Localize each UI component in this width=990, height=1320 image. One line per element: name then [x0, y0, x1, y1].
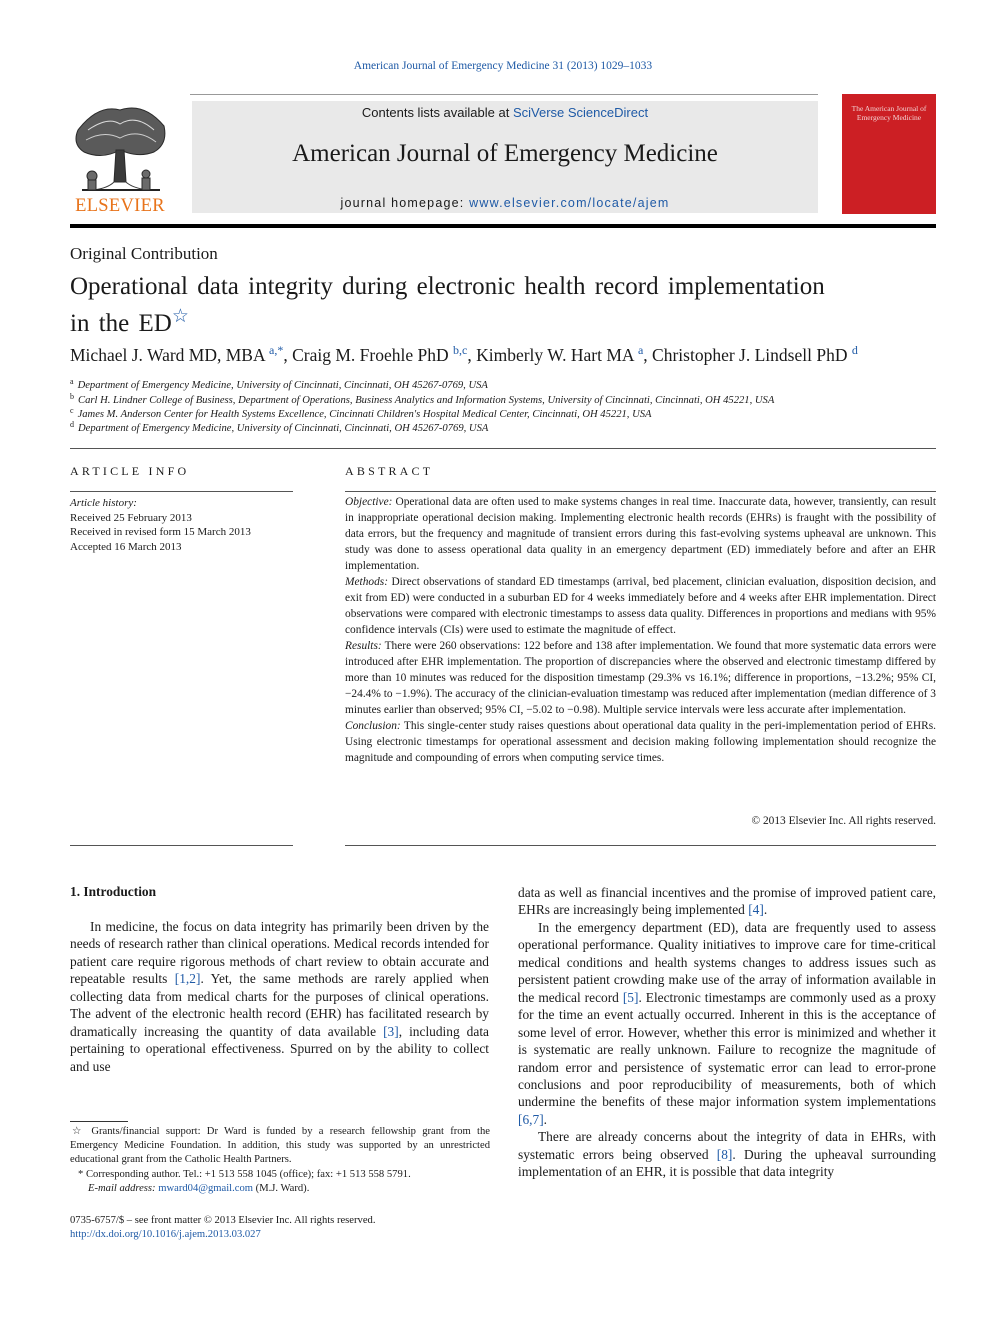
- objective-text: Operational data are often used to make systems changes in real time. Inaccurate data, however, transiently, can result in inappropriate operational decision making. Implementing electronic health records (EHRs) is fraught with the possibility of data errors, but the frequency and magnitude of transient errors during this fast-evolving systems upheaval are unknown. This study was done to assess operational data quality in an emergency department (ED) immediately before and after an EHR implementation.: [345, 496, 936, 572]
- author-name: Kimberly W. Hart MA: [476, 345, 634, 365]
- article-history: [70, 496, 300, 554]
- section-type: Original Contribution: [70, 244, 218, 263]
- publisher-name: ELSEVIER: [75, 196, 165, 216]
- reference-link[interactable]: [8]: [716, 1146, 733, 1162]
- reference-link[interactable]: [4]: [748, 902, 764, 918]
- conclusion-text: This single-center study raises questions about operational data quality in the peri-implementation period of EHRs. Using electronic timestamps for operational assessment and decision making following implementation should recognize the magnitude and compounding of errors when computing service times.: [345, 720, 936, 764]
- revised-date: Received in revised form 15 March 2013: [70, 526, 251, 539]
- grant-footnote: Grants/financial support: Dr Ward is funded by a research fellowship grant from the Emergency Medicine Foundation. In addition, this study was supported by an unrestricted educational grant from the Catholic Health Partners.: [70, 1126, 490, 1166]
- reference-link[interactable]: [3]: [383, 1023, 399, 1039]
- affiliation: $^d$ Department of Emergency Medicine, University of Cincinnati, Cincinnati, OH 45267-0769, USA: [70, 420, 489, 434]
- article-title: [70, 272, 870, 339]
- footnote-rule: [70, 1121, 128, 1122]
- title-line-2: in the ED: [70, 310, 172, 337]
- homepage-prefix: journal homepage:: [340, 196, 465, 210]
- affiliation: $^b$ Carl H. Lindner College of Business, Department of Operations, Business Analytics and Information Systems, University of Cincinnati, Cincinnati, OH 45221, USA: [70, 392, 775, 406]
- results-text: There were 260 observations: 122 before and 138 after implementation. We found that more systematic data errors were introduced after EHR implementation. The proportion of discrepancies where the observed and electronic timestamp differed by more than 10 minutes was reduced for the disposition timestamp (29.3% vs 16.1%; difference in proportions, −13.2%; 95% CI, −24.4% to −1.9%). The accuracy of the clinician-evaluation timestamp was reduced after implementation (median difference of 3 minutes earlier than observed; 95% CI, −5.02 to −0.98). Multiple service intervals were less accurate after implementation.: [345, 640, 936, 716]
- header-thick-rule: [70, 224, 936, 228]
- abstract-heading: ABSTRACT: [345, 464, 434, 478]
- methods-label: Methods:: [345, 576, 389, 588]
- reference-link[interactable]: [1,2]: [174, 971, 201, 987]
- journal-citation[interactable]: American Journal of Emergency Medicine 31 (2013) 1029–1033: [353, 60, 653, 72]
- left-column-text: In medicine, the focus on data integrity has primarily been driven by the needs of research rather than clinical operations. Medical records intended for patient care require rigorous methods of chart review to obtain accurate and repeatable results [1,2]. Yet, the same methods are rarely applied when collecting data from medical charts for the purposes of clinical operations. The advent of the electronic health record (EHR) has facilitated research by dramatically increasing the quantity of data available [3], including data pertaining to operational effectiveness. Spurred on by the ability to collect and use: [70, 919, 489, 1074]
- article-info-rule: [70, 491, 293, 492]
- conclusion-label: Conclusion:: [345, 720, 401, 732]
- objective-label: Objective:: [345, 496, 393, 508]
- section-heading-introduction: 1. Introduction: [70, 884, 157, 899]
- issn-line: 0735-6757/$ – see front matter © 2013 Elsevier Inc. All rights reserved.: [70, 1215, 376, 1226]
- sciencedirect-link[interactable]: SciVerse ScienceDirect: [512, 105, 649, 120]
- results-label: Results:: [345, 640, 382, 652]
- methods-text: Direct observations of standard ED timestamps (arrival, bed placement, clinician evaluation, disposition decision, and exit from ED) were conducted in a suburban ED for 4 weeks immediately before and 4 weeks after EHR implementation. Direct observations were compared with electronic timestamps to assess data quality. Differences in proportions and medians with 95% confidence intervals (CIs) were used to estimate the magnitude of effect.: [345, 576, 936, 636]
- title-line-1: Operational data integrity during electronic health record implementation: [70, 273, 825, 300]
- author-affiliation-mark[interactable]: a,*: [269, 343, 284, 357]
- reference-link[interactable]: [6,7]: [518, 1111, 544, 1127]
- cover-title: The American Journal of Emergency Medicine: [851, 104, 927, 122]
- journal-homepage: [192, 196, 818, 210]
- author-name: Christopher J. Lindsell PhD: [652, 345, 848, 365]
- right-column-text: data as well as financial incentives and the promise of improved patient care, EHRs are increasingly being implemented [4]. In the emergency department (ED), data are frequently used to assess operational performance. Quality initiatives to improve care for time-critical medical conditions and health systems changes to address issues such as persistent patient crowding make use of the array of information available in the medical record [5]. Electronic timestamps are commonly used as a proxy for the time an event actually occurred. Inherent in this is the acceptance of some level of error. However, whether this error is minimized and whether it is systematic are really unknown. Failure to recognize the magnitude of random error and persistence of systematic error can lead to error-prone conclusions and poor reproducibility of measurements, both of which undermine the benefits of these major information system implementations [6,7]. There are already concerns about the integrity of data in EHRs, with systematic errors being observed [8]. During the upheaval surrounding implementation of an EHR, it is possible that data integrity: [518, 885, 937, 1180]
- contents-prefix: Contents lists available at: [361, 105, 510, 120]
- author-list: Michael J. Ward MD, MBA $^{a,*}$, Craig M. Froehle PhD $^{b,c}$, Kimberly W. Hart MA $^a$, Christopher J. Lindsell PhD $^d$: [70, 343, 858, 365]
- author-affiliation-mark[interactable]: d: [851, 343, 858, 357]
- journal-title: American Journal of Emergency Medicine: [292, 140, 718, 167]
- homepage-link[interactable]: www.elsevier.com/locate/ajem: [469, 196, 670, 210]
- email-link[interactable]: mward04@gmail.com: [158, 1182, 254, 1194]
- accepted-date: Accepted 16 March 2013: [70, 540, 182, 553]
- author-name: Michael J. Ward MD, MBA: [70, 345, 265, 365]
- article-info-bottom-rule: [70, 845, 293, 846]
- author-name: Craig M. Froehle PhD: [292, 345, 449, 365]
- contents-line: [192, 105, 818, 120]
- abstract-text: [345, 494, 936, 766]
- history-label: Article history:: [70, 497, 137, 509]
- footnotes: ☆ Grants/financial support: Dr Ward is funded by a research fellowship grant from the Emergency Medicine Foundation. In addition, this study was supported by an unrestricted educational grant from the Catholic Health Partners. * Corresponding author. Tel.: +1 513 558 1045 (office); fax: +1 513 558 5791. E-mail address: mward04@gmail.com (M.J. Ward).: [70, 1126, 490, 1194]
- reference-link[interactable]: [5]: [622, 989, 639, 1005]
- author-affiliation-mark[interactable]: a: [637, 343, 644, 357]
- corresponding-author: Corresponding author. Tel.: +1 513 558 1045 (office); fax: +1 513 558 5791.: [85, 1168, 411, 1180]
- title-block-rule: [70, 448, 936, 449]
- article-info-heading: ARTICLE INFO: [70, 464, 190, 478]
- abstract-bottom-rule: [345, 845, 936, 846]
- doi-link[interactable]: http://dx.doi.org/10.1016/j.ajem.2013.03.027: [70, 1229, 261, 1241]
- affiliation: $^c$ James M. Anderson Center for Health Systems Excellence, Cincinnati Children's Hospital Medical Center, Cincinnati, OH 45221, USA: [70, 406, 652, 420]
- abstract-copyright: © 2013 Elsevier Inc. All rights reserved.: [751, 815, 936, 827]
- title-footnote-star-icon[interactable]: ☆: [171, 306, 189, 327]
- abstract-rule: [345, 491, 936, 492]
- issn-block: [70, 1214, 375, 1243]
- author-affiliation-mark[interactable]: b,c: [453, 343, 468, 357]
- header-rule: [190, 94, 818, 95]
- affiliation: $^a$ Department of Emergency Medicine, University of Cincinnati, Cincinnati, OH 45267-0769, USA: [70, 377, 488, 391]
- received-date: Received 25 February 2013: [70, 511, 192, 524]
- grant-footnote-star-icon: ☆: [72, 1126, 86, 1137]
